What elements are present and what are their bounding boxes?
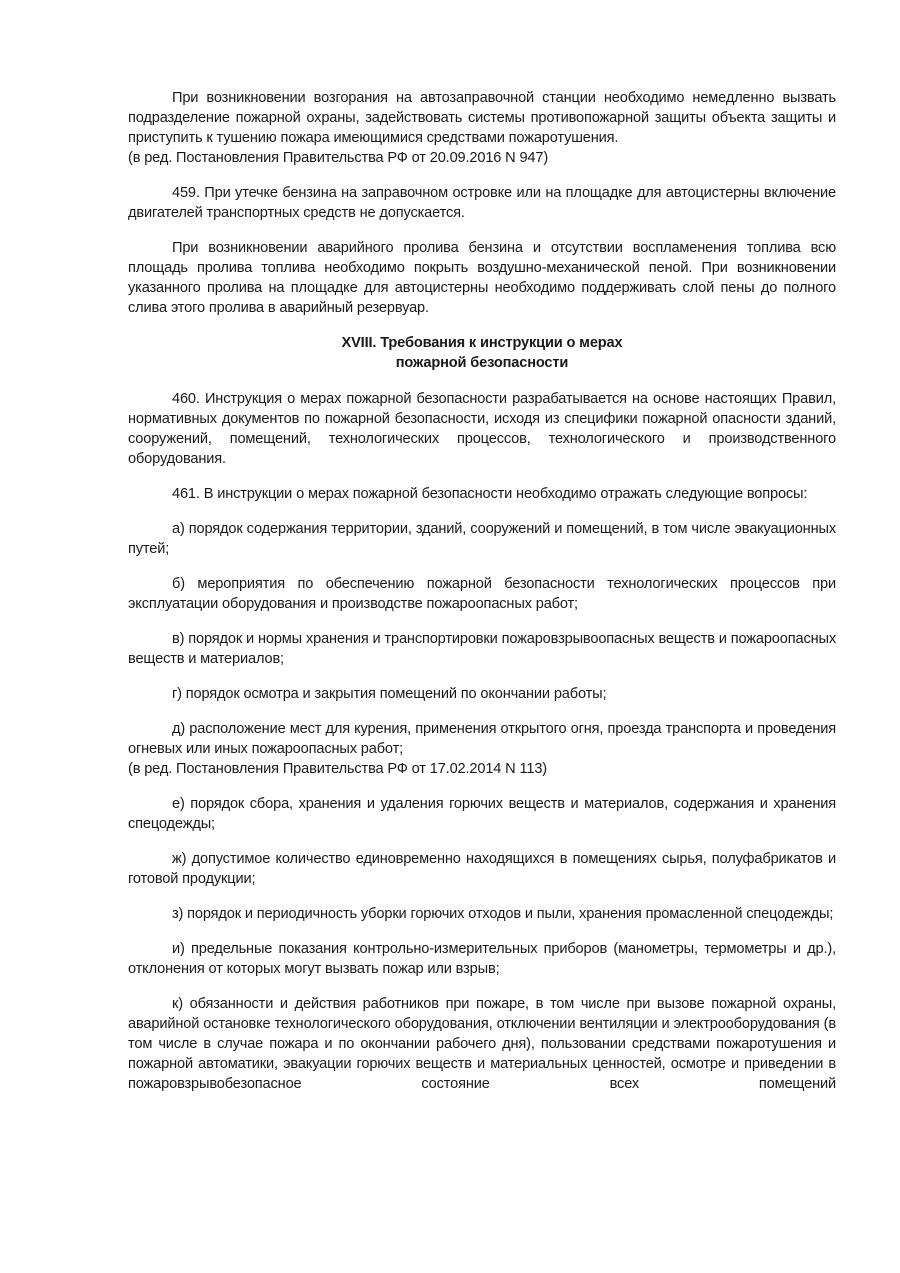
list-item-text: г) порядок осмотра и закрытия помещений по окончании работы; (172, 686, 607, 702)
list-item-b (128, 574, 836, 614)
paragraph-text: 461. В инструкции о мерах пожарной безопасности необходимо отражать следующие вопросы: (172, 486, 808, 502)
section-heading (128, 333, 836, 373)
list-item-a (128, 519, 836, 559)
list-item-d (128, 719, 836, 779)
list-item-text: и) предельные показания контрольно-измерительных приборов (манометры, термометры и др.), отклонения от которых могут вызвать пожар или взрыв; (128, 941, 836, 977)
paragraph-460 (128, 389, 836, 469)
list-item-i (128, 939, 836, 979)
paragraph-fire-at-station (128, 88, 836, 168)
list-item-text: з) порядок и периодичность уборки горючих отходов и пыли, хранения промасленной спецодежды; (172, 906, 834, 922)
amendment-note: (в ред. Постановления Правительства РФ от 20.09.2016 N 947) (128, 150, 549, 166)
paragraph-text: 460. Инструкция о мерах пожарной безопасности разрабатывается на основе настоящих Правил, нормативных документов по пожарной безопасности, исходя из специфики пожарной опасности зданий, сооружений, помещений, технологических процессов, технологического и производственного оборудования. (128, 391, 836, 467)
list-item-text: к) обязанности и действия работников при пожаре, в том числе при вызове пожарной охраны, аварийной остановке технологического оборудования, отключении вентиляции и электрооборудования (в том числе в случае пожара и по окончании рабочего дня), пользовании средствами пожаротушения и пожарной автоматики, эвакуации горючих веществ и материальных ценностей, осмотре и приведении в пожаровзрывобезопасное состояние всех помещений (128, 996, 836, 1092)
list-item-z (128, 904, 836, 924)
list-item-text: б) мероприятия по обеспечению пожарной безопасности технологических процессов при эксплуатации оборудования и производстве пожароопасных работ; (128, 576, 836, 612)
list-item-text: ж) допустимое количество единовременно находящихся в помещениях сырья, полуфабрикатов и готовой продукции; (128, 851, 836, 887)
paragraph-461 (128, 484, 836, 504)
paragraph-spill (128, 238, 836, 318)
amendment-note: (в ред. Постановления Правительства РФ от 17.02.2014 N 113) (128, 761, 547, 777)
list-item-g (128, 684, 836, 704)
section-heading-line-2: пожарной безопасности (395, 355, 569, 371)
section-heading-line-1: XVIII. Требования к инструкции о мерах (341, 335, 623, 351)
document-page (128, 88, 836, 1109)
list-item-e (128, 794, 836, 834)
list-item-v (128, 629, 836, 669)
list-item-text: е) порядок сбора, хранения и удаления горючих веществ и материалов, содержания и хранения спецодежды; (128, 796, 836, 832)
paragraph-text: 459. При утечке бензина на заправочном островке или на площадке для автоцистерны включение двигателей транспортных средств не допускается. (128, 185, 836, 221)
list-item-text: д) расположение мест для курения, применения открытого огня, проезда транспорта и проведения огневых или иных пожароопасных работ; (128, 721, 836, 757)
paragraph-text: При возникновении возгорания на автозаправочной станции необходимо немедленно вызвать подразделение пожарной охраны, задействовать системы противопожарной защиты объекта защиты и приступить к тушению пожара имеющимися средствами пожаротушения. (128, 90, 836, 146)
paragraph-text: При возникновении аварийного пролива бензина и отсутствии воспламенения топлива всю площадь пролива топлива необходимо покрыть воздушно-механической пеной. При возникновении указанного пролива на площадке для автоцистерны необходимо поддерживать слой пены до полного слива этого пролива в аварийный резервуар. (128, 240, 836, 316)
list-item-text: а) порядок содержания территории, зданий, сооружений и помещений, в том числе эвакуационных путей; (128, 521, 836, 557)
list-item-zh (128, 849, 836, 889)
list-item-text: в) порядок и нормы хранения и транспортировки пожаровзрывоопасных веществ и пожароопасных веществ и материалов; (128, 631, 836, 667)
list-item-k (128, 994, 836, 1094)
paragraph-459 (128, 183, 836, 223)
